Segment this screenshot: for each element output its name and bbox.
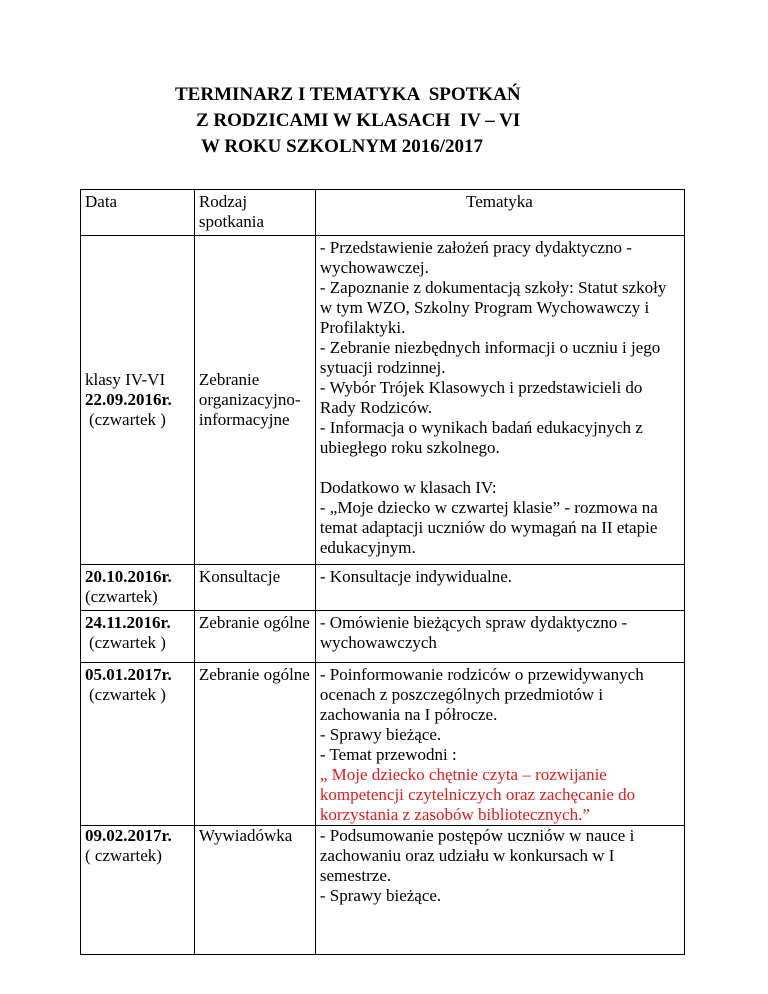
meeting-day: (czwartek ) (89, 685, 166, 704)
topic-item: - Zebranie niezbędnych informacji o uczniu i jego sytuacji rodzinnej. (319, 338, 661, 377)
type-cell: Zebranie ogólne (194, 663, 315, 826)
meeting-day: (czwartek) (85, 587, 158, 606)
type-cell: Zebranie organizacyjno- informacyjne (194, 236, 315, 565)
meeting-day: (czwartek ) (89, 409, 166, 429)
date-cell (81, 236, 195, 565)
topics-cell: - Konsultacje indywidualne. (315, 565, 684, 611)
table-row (81, 826, 685, 955)
topic-item: - Wybór Trójek Klasowych i przedstawicieli do Rady Rodziców. (319, 378, 643, 417)
topic-item: - Podsumowanie postępów uczniów w nauce i zachowaniu oraz udziału w konkursach w I semestrze. (319, 826, 635, 885)
topic-item: - Temat przewodni : (319, 745, 457, 764)
topics-cell (315, 236, 684, 565)
table-row (81, 663, 685, 826)
meeting-date: 09.02.2017r. (85, 826, 172, 845)
topic-item: - Informacja o wynikach badań edukacyjnych z ubiegłego roku szkolnego. (319, 418, 643, 457)
type-cell: Zebranie ogólne (194, 611, 315, 663)
schedule-table (80, 189, 685, 955)
header-tematyka: Tematyka (315, 190, 684, 236)
meeting-date: 20.10.2016r. (85, 567, 172, 586)
featured-topic: „ Moje dziecko chętnie czyta – rozwijanie kompetencji czytelniczych oraz zachęcanie do korzystania z zasobów bibliotecznych.” (319, 765, 636, 824)
meeting-date: 22.09.2016r. (85, 389, 172, 409)
topic-item: - Zapoznanie z dokumentacją szkoły: Statut szkoły w tym WZO, Szkolny Program Wychowawczy i Profilaktyki. (319, 278, 667, 337)
topic-item: - Sprawy bieżące. (319, 725, 442, 744)
topics-cell (315, 826, 684, 955)
meeting-day: (czwartek ) (89, 633, 166, 652)
title-line-2: Z RODZICAMI W KLASACH IV – VI (196, 110, 521, 131)
meeting-date: 24.11.2016r. (85, 613, 171, 632)
topic-item: - Przedstawienie założeń pracy dydaktyczno - wychowawczej. (319, 238, 632, 277)
title-line-1: TERMINARZ I TEMATYKA SPOTKAŃ (175, 84, 521, 105)
table-row (81, 565, 685, 611)
date-cell (81, 611, 195, 663)
table-header-row (81, 190, 685, 236)
date-cell (81, 826, 195, 955)
topic-item: - Poinformowanie rodziców o przewidywanych ocenach z poszczególnych przedmiotów i zachowania na I półrocze. (319, 665, 644, 724)
meeting-date: 05.01.2017r. (85, 665, 172, 684)
topics-cell (315, 663, 684, 826)
topic-item: - Sprawy bieżące. (319, 886, 442, 905)
type-cell: Konsultacje (194, 565, 315, 611)
header-data: Data (81, 190, 195, 236)
meeting-day: ( czwartek) (85, 846, 162, 865)
table-row (81, 236, 685, 565)
title-line-3: W ROKU SZKOLNYM 2016/2017 (201, 136, 484, 157)
date-cell (81, 565, 195, 611)
date-cell (81, 663, 195, 826)
type-cell: Wywiadówka (194, 826, 315, 955)
extra-topic: Dodatkowo w klasach IV: - „Moje dziecko w czwartej klasie” - rozmowa na temat adaptacji uczniów do wymagań na II etapie edukacyjnym. (319, 478, 658, 557)
document-title (0, 82, 768, 160)
header-rodzaj: Rodzaj spotkania (194, 190, 315, 236)
topics-cell: - Omówienie bieżących spraw dydaktyczno - wychowawczych (315, 611, 684, 663)
classes-label: klasy IV-VI (85, 369, 166, 389)
table-row (81, 611, 685, 663)
